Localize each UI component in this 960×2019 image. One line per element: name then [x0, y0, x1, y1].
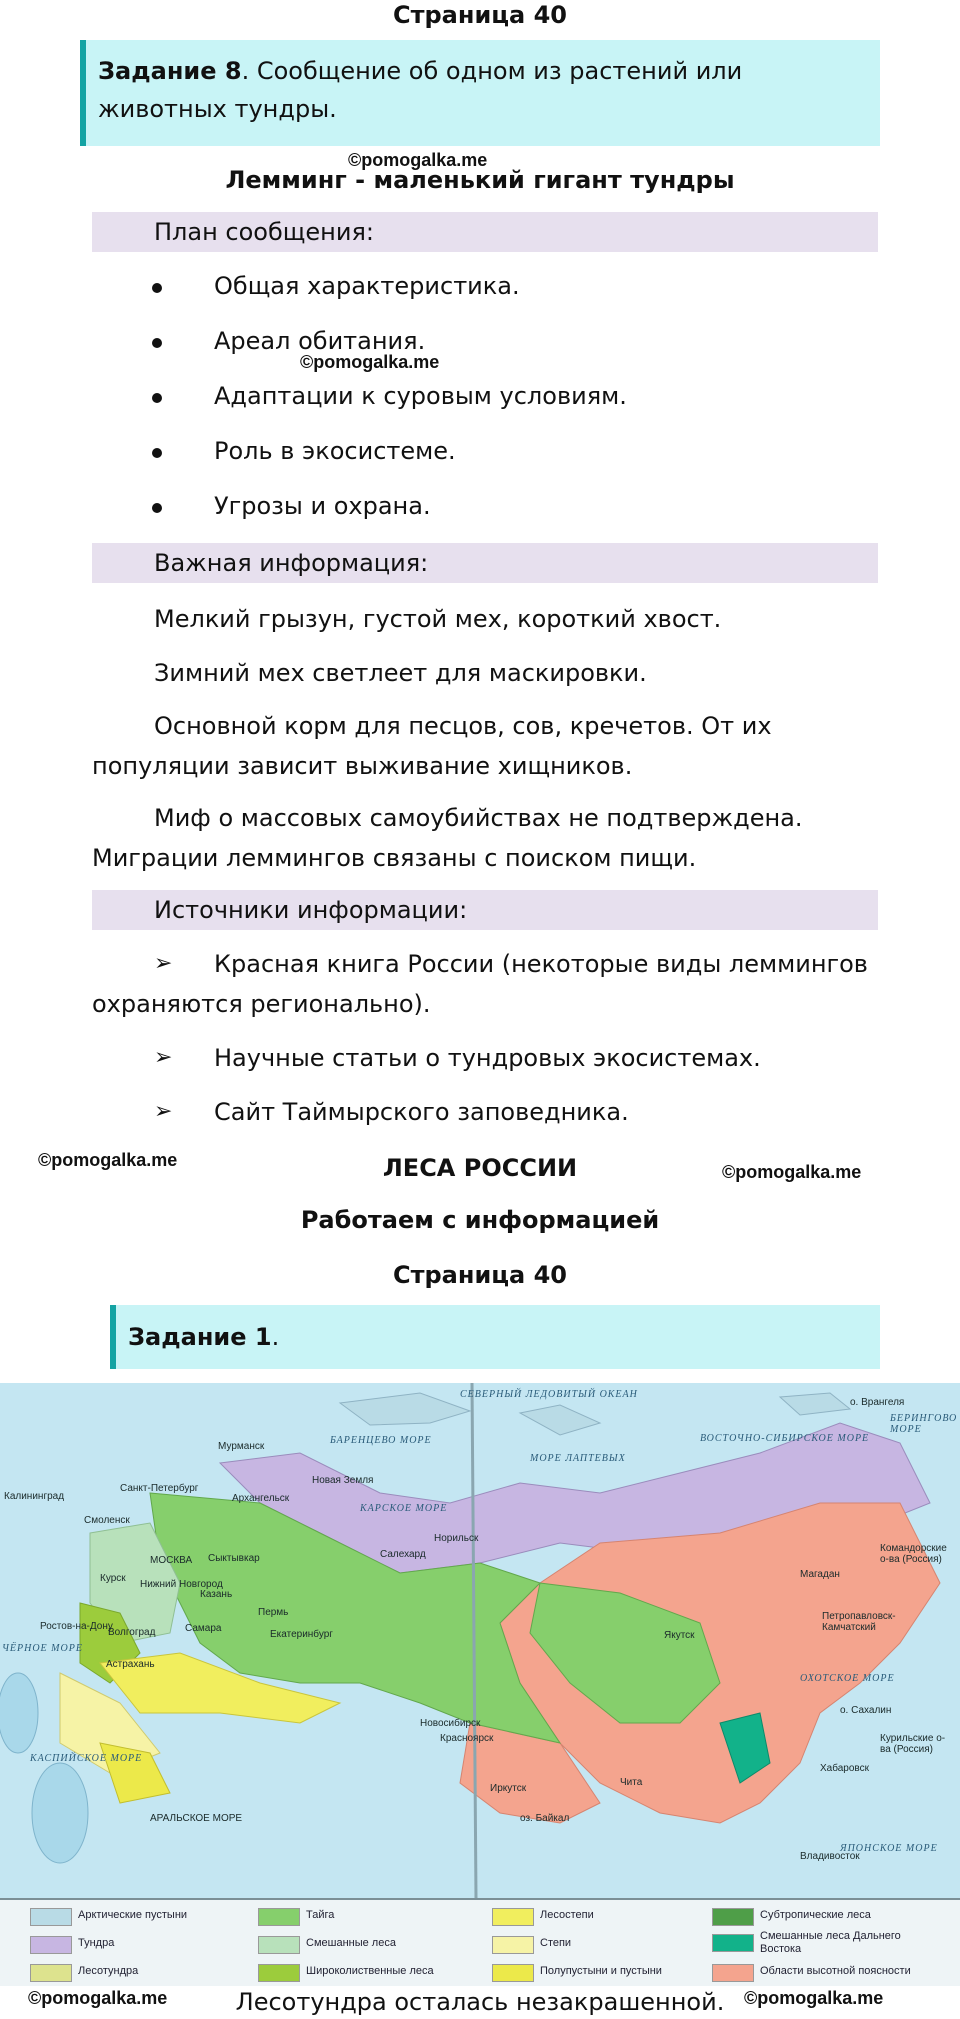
sea-label: ЯПОНСКОЕ МОРЕ — [840, 1843, 938, 1854]
city-label: Магадан — [800, 1569, 840, 1580]
sources-heading-band — [92, 890, 878, 930]
bullet-icon — [152, 393, 162, 403]
island-label: Курильские о-ва (Россия) — [880, 1733, 946, 1755]
city-label: Красноярск — [440, 1733, 494, 1744]
arrow-bullet-icon: ➢ — [154, 951, 173, 976]
city-label: Курск — [100, 1573, 126, 1584]
plan-item — [152, 333, 162, 352]
island-label: о. Сахалин — [840, 1705, 892, 1716]
watermark: ©pomogalka.me — [348, 150, 488, 170]
sea-label: КАСПИЙСКОЕ МОРЕ — [30, 1753, 143, 1764]
legend-label: Смешанные леса — [306, 1937, 396, 1949]
island-label: АРАЛЬСКОЕ МОРЕ — [150, 1813, 243, 1824]
island-label: Командорские о-ва (Россия) — [880, 1543, 947, 1565]
info-paragraph: Мелкий грызун, густой мех, короткий хвост. — [154, 605, 722, 633]
legend-label: Степи — [540, 1937, 572, 1949]
legend-swatch — [492, 1936, 534, 1954]
sea-label: ВОСТОЧНО-СИБИРСКОЕ МОРЕ — [700, 1433, 870, 1444]
city-label: Чита — [620, 1777, 643, 1788]
zone-arctic-desert — [520, 1405, 600, 1435]
watermark: ©pomogalka.me — [744, 1988, 884, 2008]
plan-item — [152, 388, 162, 407]
task-8-label: Задание 8 — [98, 57, 242, 85]
legend-label: Тундра — [78, 1937, 115, 1949]
plan-heading-band — [92, 212, 878, 252]
legend-swatch — [712, 1964, 754, 1982]
legend-swatch — [258, 1908, 300, 1926]
info-paragraph: Зимний мех светлеет для маскировки. — [154, 659, 647, 687]
task-1-text: . — [271, 1323, 280, 1351]
book-spine — [472, 1383, 476, 1898]
section-page: Страница 40 — [392, 1261, 568, 1289]
legend-swatch — [492, 1964, 534, 1982]
watermark: ©pomogalka.me — [722, 1162, 862, 1182]
section-subtitle: Работаем с информацией — [300, 1206, 660, 1234]
city-label: Пермь — [258, 1607, 289, 1618]
legend-swatch — [712, 1908, 754, 1926]
city-label: Сыктывкар — [208, 1553, 260, 1564]
city-label: МОСКВА — [150, 1555, 193, 1566]
info-heading: Важная информация: — [154, 549, 429, 577]
watermark: ©pomogalka.me — [38, 1150, 178, 1170]
plan-item — [152, 498, 162, 517]
russia-natural-zones-map — [0, 1383, 960, 1986]
city-label: Мурманск — [218, 1441, 265, 1452]
city-label: Астрахань — [106, 1659, 155, 1670]
island-label: оз. Байкал — [520, 1813, 570, 1824]
source-item: Красная книга России (некоторые виды леммингов охраняются регионально). — [92, 950, 868, 1018]
legend-label: Полупустыни и пустыни — [540, 1965, 662, 1977]
city-label: Хабаровск — [820, 1763, 869, 1774]
city-label: Салехард — [380, 1549, 426, 1560]
legend-swatch — [30, 1964, 72, 1982]
map-legend — [0, 1898, 960, 1986]
map-drawing — [0, 1383, 960, 1898]
city-label: Самара — [185, 1623, 222, 1634]
task-1-box — [110, 1305, 880, 1369]
island-label: о. Врангеля — [850, 1397, 905, 1408]
zone-arctic-desert — [780, 1393, 850, 1415]
city-label: Новосибирск — [420, 1718, 481, 1729]
city-label: Смоленск — [84, 1515, 130, 1526]
black-sea — [0, 1673, 38, 1753]
bullet-icon — [152, 283, 162, 293]
task-1-label: Задание 1 — [128, 1323, 272, 1351]
legend-swatch — [712, 1934, 754, 1952]
plan-item — [152, 443, 162, 462]
plan-heading: План сообщения: — [154, 218, 374, 246]
plan-item-text: Адаптации к суровым условиям. — [214, 382, 627, 410]
legend-label: Смешанные леса Дальнего Востока — [760, 1930, 901, 1955]
arrow-bullet-icon: ➢ — [154, 1099, 173, 1124]
arrow-bullet-icon: ➢ — [154, 1045, 173, 1070]
legend-label: Широколиственные леса — [306, 1965, 434, 1977]
watermark: ©pomogalka.me — [28, 1988, 168, 2008]
legend-label: Тайга — [306, 1909, 335, 1921]
info-paragraph: Основной корм для песцов, сов, кречетов. От их популяции зависит выживание хищников. — [92, 712, 772, 780]
legend-swatch — [30, 1936, 72, 1954]
city-label: Ростов-на-Дону — [40, 1621, 113, 1632]
page-title: Страница 40 — [392, 1, 568, 29]
plan-item-text: Угрозы и охрана. — [214, 492, 431, 520]
legend-label: Лесостепи — [540, 1909, 594, 1921]
city-label: Владивосток — [800, 1851, 860, 1862]
info-heading-band — [92, 543, 878, 583]
legend-swatch — [492, 1908, 534, 1926]
city-label: Волгоград — [108, 1627, 156, 1638]
legend-swatch — [258, 1964, 300, 1982]
bullet-icon — [152, 338, 162, 348]
section-title: ЛЕСА РОССИИ — [382, 1154, 578, 1182]
info-paragraph: Миф о массовых самоубийствах не подтверждена. Миграции леммингов связаны с поиском пищи. — [92, 804, 803, 872]
watermark: ©pomogalka.me — [300, 352, 440, 372]
zone-arctic-desert — [340, 1393, 470, 1425]
article-title: Лемминг - маленький гигант тундры — [225, 166, 735, 194]
legend-label: Арктические пустыни — [78, 1909, 188, 1921]
task-8-box — [80, 40, 880, 146]
city-label: Петропавловск-Камчатский — [822, 1611, 896, 1633]
sources-heading: Источники информации: — [154, 896, 468, 924]
city-label: Екатеринбург — [270, 1629, 333, 1640]
sea-label: ОХОТСКОЕ МОРЕ — [800, 1673, 895, 1684]
caspian-sea — [32, 1763, 88, 1863]
sea-label: ЧЁРНОЕ МОРЕ — [2, 1643, 83, 1654]
bullet-icon — [152, 448, 162, 458]
plan-item-text: Роль в экосистеме. — [214, 437, 456, 465]
task-8-text: . Сообщение об одном из растений или животных тундры. — [98, 57, 743, 123]
plan-item — [152, 278, 162, 297]
bullet-icon — [152, 503, 162, 513]
ocean-label: СЕВЕРНЫЙ ЛЕДОВИТЫЙ ОКЕАН — [460, 1389, 638, 1400]
sea-label: БЕРИНГОВО МОРЕ — [890, 1413, 958, 1435]
plan-item-text: Общая характеристика. — [214, 272, 520, 300]
source-item: Сайт Таймырского заповедника. — [214, 1098, 629, 1126]
sea-label: БАРЕНЦЕВО МОРЕ — [330, 1435, 432, 1446]
city-label: Якутск — [664, 1630, 695, 1641]
city-label: Нижний Новгород — [140, 1579, 223, 1590]
sea-label: КАРСКОЕ МОРЕ — [360, 1503, 448, 1514]
footer-caption: Лесотундра осталась незакрашенной. — [235, 1988, 725, 2016]
legend-swatch — [30, 1908, 72, 1926]
legend-label: Области высотной поясности — [760, 1965, 911, 1977]
city-label: Норильск — [434, 1533, 479, 1544]
legend-label: Субтропические леса — [760, 1909, 871, 1921]
city-label: Архангельск — [232, 1493, 290, 1504]
island-label: Новая Земля — [312, 1475, 374, 1486]
city-label: Иркутск — [490, 1783, 527, 1794]
plan-item-text: Ареал обитания. — [214, 327, 426, 355]
city-label: Калининград — [4, 1491, 65, 1502]
city-label: Санкт-Петербург — [120, 1483, 199, 1494]
legend-label: Лесотундра — [78, 1965, 139, 1977]
source-item: Научные статьи о тундровых экосистемах. — [214, 1044, 761, 1072]
city-label: Казань — [200, 1589, 233, 1600]
legend-swatch — [258, 1936, 300, 1954]
sea-label: МОРЕ ЛАПТЕВЫХ — [530, 1453, 626, 1464]
